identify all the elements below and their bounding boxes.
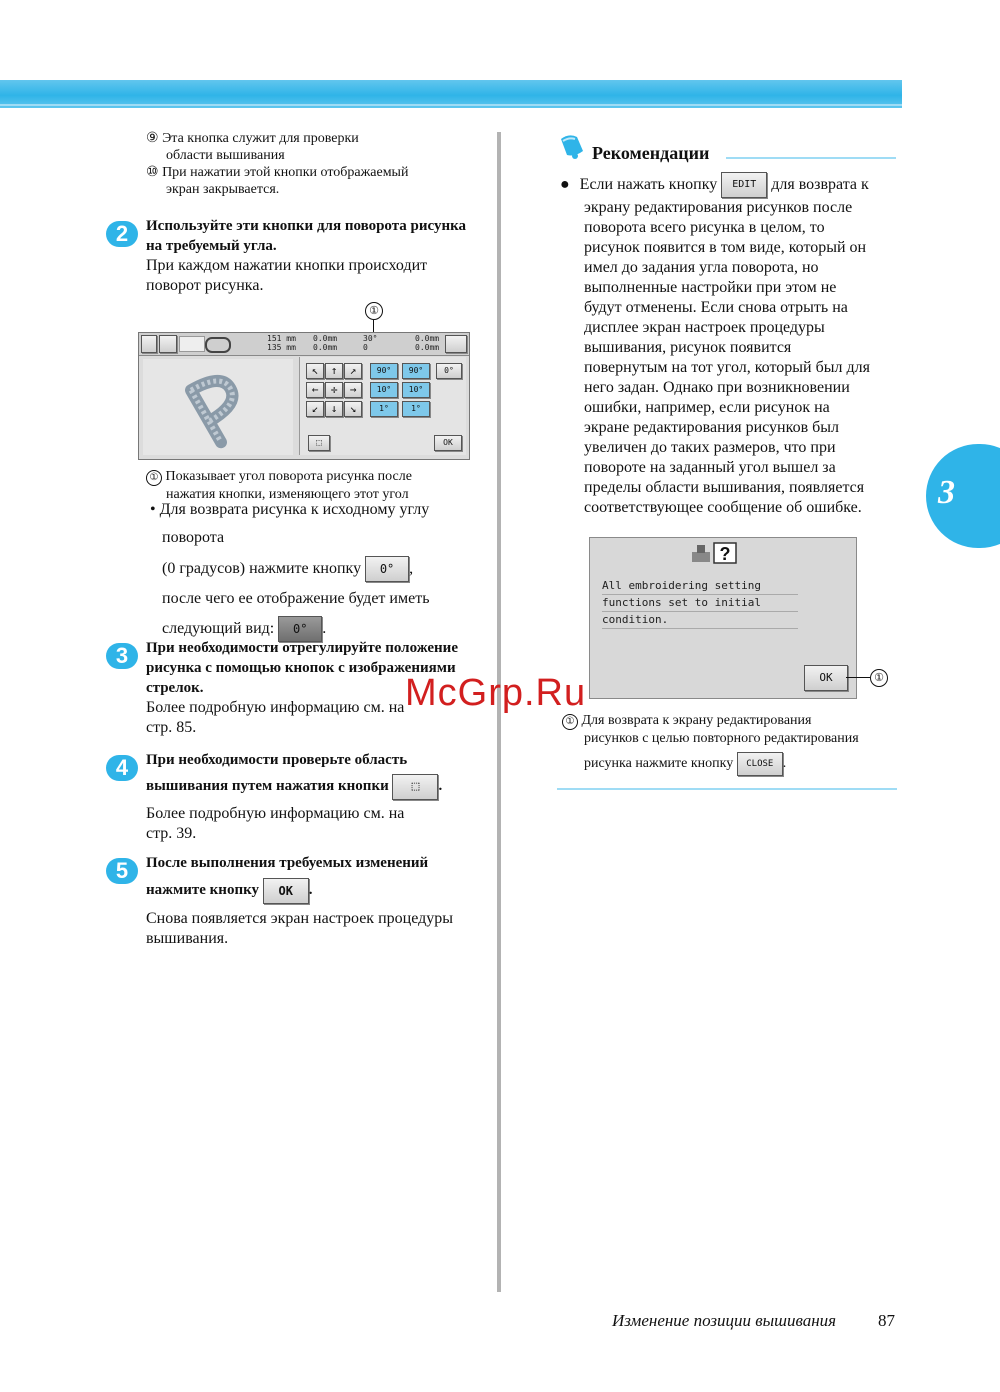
step-2 xyxy=(146,216,491,296)
tips-text: для возврата к xyxy=(771,176,869,193)
ok-button[interactable]: OK xyxy=(263,878,309,904)
reset-angle-button[interactable]: 0° xyxy=(436,363,462,379)
letter-pattern-icon xyxy=(143,359,293,455)
caption-text: Для возврата к экрану редактирования xyxy=(581,713,812,728)
note-text: При нажатии этой кнопки отображаемый xyxy=(162,165,409,180)
tips-text: повороте на заданный угол вышел за xyxy=(584,459,836,476)
machine-help-icon xyxy=(690,542,740,566)
screen-header xyxy=(139,333,469,356)
pattern-preview xyxy=(143,359,293,455)
step-4 xyxy=(146,750,491,844)
step-badge: 5 xyxy=(106,858,138,884)
arrow-upright-button[interactable]: ↗ xyxy=(344,363,362,379)
rotate-right-10-button[interactable]: 10° xyxy=(402,382,430,398)
tips-text: экрану редактирования рисунков после xyxy=(584,199,853,216)
tips-text: выполненные настройки при этом не xyxy=(584,279,837,296)
step-heading: вышивания путем нажатия кнопки xyxy=(146,778,389,794)
bullet-dot: ● xyxy=(560,176,570,193)
tips-text: будут отменены. Если снова отрыть на xyxy=(584,299,848,316)
bullet-text: Для возврата рисунка к исходному углу xyxy=(159,501,430,518)
dialog-message xyxy=(602,578,798,629)
step-heading: на требуемый угла. xyxy=(146,238,277,254)
arrow-downleft-button[interactable]: ↙ xyxy=(306,401,324,417)
tips-text: имел до задания угла поворота, но xyxy=(584,259,819,276)
callout-line xyxy=(846,677,870,678)
page-number: 87 xyxy=(878,1311,895,1330)
arrow-up-button[interactable]: ↑ xyxy=(325,363,343,379)
tips-lines xyxy=(560,198,905,518)
arrow-right-button[interactable]: → xyxy=(344,382,362,398)
tips-text: Если нажать кнопку xyxy=(579,176,718,193)
angle-readout: 30° 0 xyxy=(363,334,378,352)
svg-text:?: ? xyxy=(719,544,731,564)
tips-heading: Рекомендации xyxy=(592,143,710,163)
position-readout: 0.0mm 0.0mm xyxy=(415,334,440,352)
message-line: All embroidering setting xyxy=(602,578,798,595)
note-text: области вышивания xyxy=(166,148,285,163)
dialog-caption: ① Для возврата к экрану редактирования рисунков с целью повторного редактирования рисунка нажмите кнопку CLOSE . xyxy=(562,712,902,777)
rotate-left-90-button[interactable]: 90° xyxy=(370,363,398,379)
bullet-text: поворота xyxy=(162,529,225,546)
offset-readout: 0.0mm 0.0mm xyxy=(313,334,338,352)
step-text: Снова появляется экран настроек процедуры xyxy=(146,910,453,927)
arrow-down-button[interactable]: ↓ xyxy=(325,401,343,417)
rotate-panel xyxy=(299,357,466,455)
step-badge: 4 xyxy=(106,755,138,781)
step-text: поворот рисунка. xyxy=(146,277,264,294)
bullet-text: (0 градусов) нажмите кнопку xyxy=(162,560,362,577)
heading-rule xyxy=(726,157,896,159)
watermark: McGrp.Ru xyxy=(405,672,587,714)
step-badge: 2 xyxy=(106,221,138,247)
close-button[interactable]: CLOSE xyxy=(737,752,783,776)
step-heading: После выполнения требуемых изменений xyxy=(146,855,429,871)
callout-1: ① xyxy=(365,302,383,320)
tips-text: повернутым на тот угол, который был для xyxy=(584,359,870,376)
rotate-left-1-button[interactable]: 1° xyxy=(370,401,398,417)
step-heading: рисунка с помощью кнопок с изображениями xyxy=(146,660,456,676)
note-9 xyxy=(146,130,486,164)
callout-marker: ① xyxy=(562,714,578,730)
tips-paragraph xyxy=(560,172,905,518)
header-bar-line xyxy=(0,104,902,106)
trial-button[interactable]: ⬚ xyxy=(308,435,330,451)
page-icon[interactable] xyxy=(141,335,157,353)
step-5 xyxy=(146,853,491,949)
zero-degree-pressed-button: 0° xyxy=(278,616,322,642)
period: . xyxy=(438,778,443,794)
step-text: стр. 85. xyxy=(146,719,197,736)
tips-text: соответствующее сообщение об ошибке. xyxy=(584,499,862,516)
arrow-downright-button[interactable]: ↘ xyxy=(344,401,362,417)
step-text: Более подробную информацию см. на xyxy=(146,699,405,716)
tips-text: ошибки, например, если рисунок на xyxy=(584,399,830,416)
rotate-right-90-button[interactable]: 90° xyxy=(402,363,430,379)
tips-text: вышивания, рисунок появится xyxy=(584,339,792,356)
bullet-text: после чего ее отображение будет иметь xyxy=(162,590,430,607)
size-readout: 151 mm 135 mm xyxy=(267,334,296,352)
note-text: Эта кнопка служит для проверки xyxy=(162,131,359,146)
note-text: экран закрывается. xyxy=(166,182,280,197)
thumb-icon xyxy=(179,336,205,352)
caption-text: нажатия кнопки, изменяющего этот угол xyxy=(166,487,409,502)
step-text: Более подробную информацию см. на xyxy=(146,805,405,822)
bell-icon xyxy=(557,131,587,161)
screen-ok-button[interactable]: OK xyxy=(434,435,462,451)
dialog-ok-button[interactable]: OK xyxy=(804,665,848,691)
callout-marker: ① xyxy=(146,470,162,486)
message-line: functions set to initial xyxy=(602,595,798,612)
step-heading: При необходимости проверьте область xyxy=(146,752,408,768)
step-heading: стрелок. xyxy=(146,680,204,696)
caption-text: рисунка нажмите кнопку xyxy=(584,756,734,771)
arrow-left-button[interactable]: ← xyxy=(306,382,324,398)
arrow-upleft-button[interactable]: ↖ xyxy=(306,363,324,379)
tips-text: поворота всего рисунка в целом, то xyxy=(584,219,825,236)
note-10 xyxy=(146,164,486,198)
figure1-caption xyxy=(146,468,491,503)
section-rule xyxy=(557,788,897,790)
bullet-text: следующий вид: xyxy=(162,620,275,637)
step-text: стр. 39. xyxy=(146,825,197,842)
footer-title: Изменение позиции вышивания xyxy=(612,1311,837,1330)
step-heading: нажмите кнопку xyxy=(146,882,260,898)
frame-shape-icon xyxy=(205,337,231,353)
tips-text: увеличен до таких размеров, что при xyxy=(584,439,836,456)
tips-text: рисунок появится в том виде, который он xyxy=(584,239,867,256)
chapter-number: 3 xyxy=(938,474,955,511)
tips-text: него задан. Однако при возникновении xyxy=(584,379,850,396)
caption-text: рисунков с целью повторного редактирования xyxy=(584,731,859,746)
step-badge: 3 xyxy=(106,643,138,669)
trial-area-button[interactable]: ⬚ xyxy=(392,774,438,800)
note-number: ⑨ xyxy=(146,131,159,146)
edit-button[interactable]: EDIT xyxy=(721,172,767,198)
rotate-left-10-button[interactable]: 10° xyxy=(370,382,398,398)
frame-icon[interactable] xyxy=(159,335,177,353)
tips-text: экране редактирования рисунков был xyxy=(584,419,839,436)
rotate-right-1-button[interactable]: 1° xyxy=(402,401,430,417)
bullet-reset: • Для возврата рисунка к исходному углу поворота (0 градусов) нажмите кнопку 0° , после чего ее отображение будет иметь следующий вид: 0° . xyxy=(150,500,490,642)
tips-text: дисплее экран настроек процедуры xyxy=(584,319,825,336)
step-heading: Используйте эти кнопки для поворота рисунка xyxy=(146,218,467,234)
caption-text: Показывает угол поворота рисунка после xyxy=(165,469,412,484)
error-dialog xyxy=(589,537,857,699)
center-button[interactable]: ✛ xyxy=(325,382,343,398)
rotate-screen xyxy=(138,332,470,460)
callout-1: ① xyxy=(870,669,888,687)
tips-text: пределы области вышивания, появляется xyxy=(584,479,865,496)
step-text: При каждом нажатии кнопки происходит xyxy=(146,257,428,274)
note-number: ⑩ xyxy=(146,165,159,180)
step-text: вышивания. xyxy=(146,930,229,947)
message-line: condition. xyxy=(602,612,798,629)
step-heading: При необходимости отрегулируйте положение xyxy=(146,640,458,656)
help-icon[interactable] xyxy=(445,335,467,353)
zero-degree-button[interactable]: 0° xyxy=(365,556,409,582)
period: . xyxy=(308,882,313,898)
